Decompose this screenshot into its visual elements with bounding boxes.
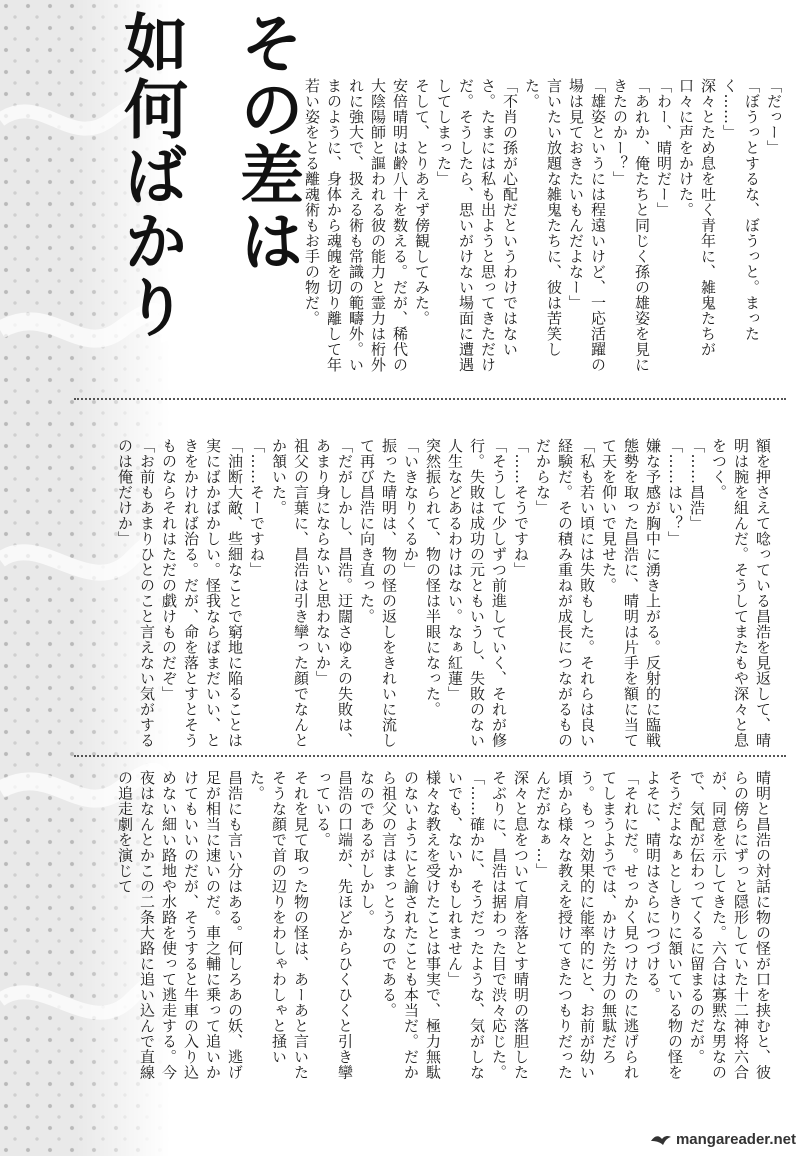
paragraph: 言いたい放題な雑鬼たちに、彼は苦笑した。 [523, 78, 563, 357]
paragraph: 「だがしかし、昌浩。迂闊さゆえの失敗は、あまり身にならないと思わないか」 [314, 438, 354, 748]
paragraph: 「それにだ。せっかく見つけたのに逃げられてしまうようでは、かけた労力の無駄だろう。もっと効果的に能率的にと、お前が幼い頃から様々な教えを授けてきたつもりだったんだがなぁ…」 [534, 770, 640, 1080]
paragraph: 突然振られて、物の怪は半眼になった。 [424, 438, 442, 717]
paragraph: 「わー、晴明だー」 [655, 78, 673, 218]
dotted-divider [74, 755, 786, 757]
title-line-2: 如何ばかり [113, 10, 188, 340]
chapter-title [113, 10, 304, 350]
bird-icon [650, 1133, 672, 1147]
paragraph: なのであるがしかし。 [358, 770, 376, 925]
paragraph: 昌浩の口端が、先ほどからひくひくと引き攣っている。 [314, 770, 354, 1080]
paragraph: それを見て取った物の怪は、あーあと言いたそうな顔で首の辺りをわしゃわしゃと掻いた。 [248, 770, 310, 1080]
paragraph: 「……昌浩」 [688, 438, 706, 531]
paragraph: 様々な教えを受けたことは事実で、極力無駄のないようにと諭されたことも本当だ。だから祖父の言はまっとうなのである。 [380, 770, 442, 1080]
paragraph: 「……確かに、そうだったような、気がしないでも、ないかもしれません」 [446, 770, 486, 1080]
paragraph: 「だっー」 [765, 78, 783, 156]
paragraph: 「いきなりくるか」 [402, 438, 420, 578]
paragraph: 晴明と昌浩の対話に物の怪が口を挟むと、彼らの傍らにずっと隠形していた十二神将六合が、同意を示してきた。六合は寡黙な男なので、気配が伝わってくるに留まるのだが。 [688, 770, 772, 1080]
paragraph: 「……はい？」 [666, 438, 684, 547]
paragraph: 振った晴明は、物の怪の返しをきれいに流して再び昌浩に向き直った。 [358, 438, 398, 748]
paragraph: そして、とりあえず傍観してみた。 [413, 78, 431, 326]
watermark-text: mangareader.net [675, 1131, 796, 1148]
text-block-1 [303, 78, 785, 383]
paragraph: 「油断大敵、些細なことで窮地に陥ることは実にばかばかしい。怪我ならばまだいい、ときをかければ治る。だが、命を落とすとそうものならそれはただの戯けものだぞ」 [160, 438, 244, 748]
site-watermark [650, 1131, 796, 1148]
paragraph: 額を押さえて唸っている昌浩を見返して、晴明は腕を組んだ。そうしてまたもや深々と息をつく。 [710, 438, 772, 748]
paragraph: 「ぼうっとするな、ぼうっと。まったく……」 [721, 78, 761, 342]
text-block-2 [74, 438, 774, 748]
paragraph: 昌浩にも言い分はある。何しろあの妖、逃げ足が相当に速いのだ。車之輔に乗って追いかけてもいいのだが、そうすると牛車の入り込めない細い路地や水路を使って逃走する。今夜はなんとかこの二条大路に追い込んで直線の追走劇を演じて [116, 770, 244, 1080]
title-line-1: その差は [229, 10, 304, 274]
paragraph: 「……そーですね」 [248, 438, 266, 578]
paragraph: 「あれか、俺たちと同じく孫の雄姿を見にきたのかー？」 [611, 78, 651, 373]
paragraph: 「お前もあまりひとのこと言えない気がするのは俺だけか」 [116, 438, 156, 748]
dotted-divider [74, 398, 786, 400]
paragraph: そうだよなぁとしきりに頷いている物の怪をよそに、晴明はさらにつづける。 [644, 770, 684, 1080]
paragraph: 「不肖の孫が心配だというわけではないさ。たまには私も出ようと思ってきただけだ。そうしたら、思いがけない場面に遭遇してしまった」 [435, 78, 519, 373]
paragraph: 「雄姿というには程遠いけど、一応活躍の場は見ておきたいもんだよなー」 [567, 78, 607, 373]
paragraph: 「そうして少しずつ前進していく、それが修行。失敗は成功の元ともいうし、失敗のない人生などあるわけはない。なぁ紅蓮」 [446, 438, 508, 748]
paragraph: 「私も若い頃には失敗もした。それらは良い経験だ。その積み重ねが成長につながるものだからな」 [534, 438, 596, 748]
paragraph: 「……そうですね」 [512, 438, 530, 578]
paragraph: 深々とため息を吐く青年に、雑鬼たちが口々に声をかけた。 [677, 78, 717, 357]
paragraph: 安倍晴明は齢八十を数える。だが、稀代の大陰陽師と謳われる彼の能力と霊力は桁外れに強大で、扱える術も常識の範疇外。いまのように、身体から魂魄を切り離して年若い姿をとる離魂術もお手の物だ。 [303, 78, 409, 373]
paragraph: 深々と息をついて肩を落とす晴明の落胆したそぶりに、昌浩は据わった目で渋々応じた。 [490, 770, 530, 1080]
text-block-3 [74, 770, 774, 1090]
paragraph: 祖父の言葉に、昌浩は引き攣った顔でなんとか頷いた。 [270, 438, 310, 748]
paragraph: 嫌な予感が胸中に湧き上がる。反射的に臨戦態勢を取った昌浩に、晴明は片手を額に当てて天を仰いで見せた。 [600, 438, 662, 748]
